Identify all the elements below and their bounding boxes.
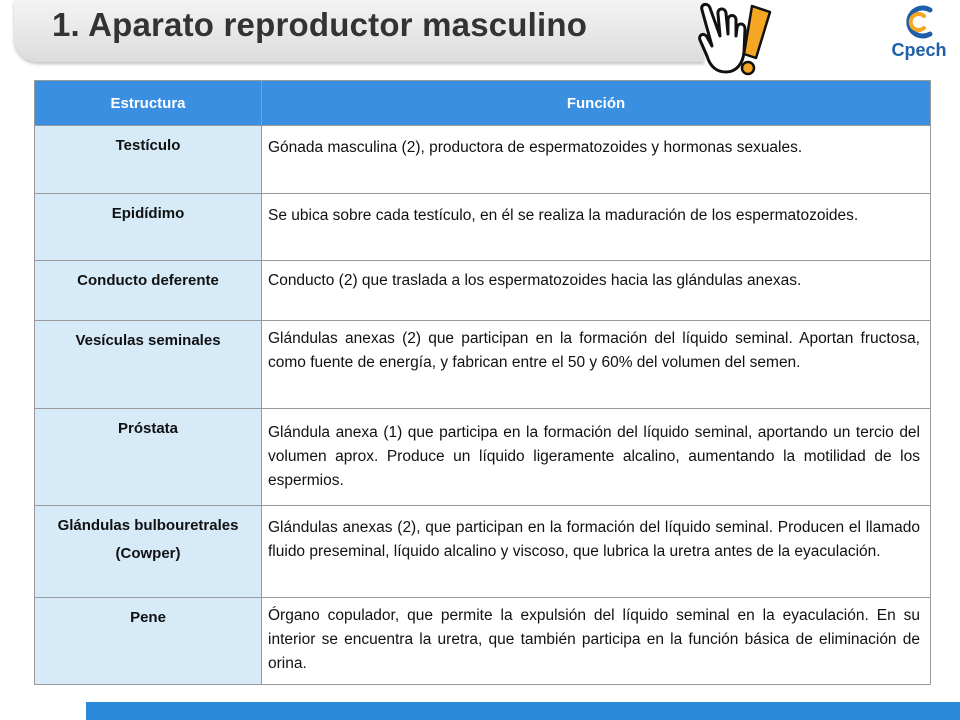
header-structure: Estructura <box>35 81 262 126</box>
function-cell: Glándula anexa (1) que participa en la formación del líquido seminal, aportando un tercio del volumen aprox. Produce un líquido ligeramente alcalino, aumentando la motilidad de los espermios. <box>262 409 931 506</box>
structure-cell: Vesículas seminales <box>35 321 262 409</box>
function-cell: Glándulas anexas (2) que participan en la formación del líquido seminal. Aportan fructosa, como fuente de energía, y fabrican entre el 50 y 60% del volumen del semen. <box>262 321 931 409</box>
structure-function-table <box>34 80 931 685</box>
structure-cell: Epidídimo <box>35 194 262 261</box>
footer-bar <box>86 702 960 720</box>
structure-cell: Testículo <box>35 126 262 194</box>
function-cell: Glándulas anexas (2), que participan en la formación del líquido seminal. Producen el llamado fluido preseminal, líquido alcalino y viscoso, que lubrica la uretra antes de la eyaculación. <box>262 506 931 598</box>
header-function: Función <box>262 81 931 126</box>
function-cell: Conducto (2) que traslada a los espermatozoides hacia las glándulas anexas. <box>262 261 931 321</box>
function-cell: Gónada masculina (2), productora de espermatozoides y hormonas sexuales. <box>262 126 931 194</box>
table-row <box>35 261 931 321</box>
structure-subname: (Cowper) <box>115 545 181 562</box>
structure-cell: Próstata <box>35 409 262 506</box>
function-cell: Órgano copulador, que permite la expulsión del líquido seminal en la eyaculación. En su interior se encuentra la uretra, que también participa en la función básica de eliminación de orina. <box>262 598 931 685</box>
cpech-logo <box>880 0 958 72</box>
function-cell: Se ubica sobre cada testículo, en él se realiza la maduración de los espermatozoides. <box>262 194 931 261</box>
table-header-row <box>35 81 931 126</box>
pointing-hand-icon <box>690 0 780 80</box>
title-bar <box>14 0 704 62</box>
structure-cell: Pene <box>35 598 262 685</box>
table-row <box>35 194 931 261</box>
table-row <box>35 321 931 409</box>
page-title: 1. Aparato reproductor masculino <box>52 6 588 43</box>
logo-text: Cpech <box>891 40 947 60</box>
exclamation-icon <box>742 6 770 74</box>
structure-cell: Conducto deferente <box>35 261 262 321</box>
structure-cell <box>35 506 262 598</box>
table-row <box>35 506 931 598</box>
table-row <box>35 409 931 506</box>
structure-name: Glándulas bulbouretrales <box>57 517 239 534</box>
table-row <box>35 598 931 685</box>
table-row <box>35 126 931 194</box>
cpech-logo-mark <box>880 0 958 44</box>
